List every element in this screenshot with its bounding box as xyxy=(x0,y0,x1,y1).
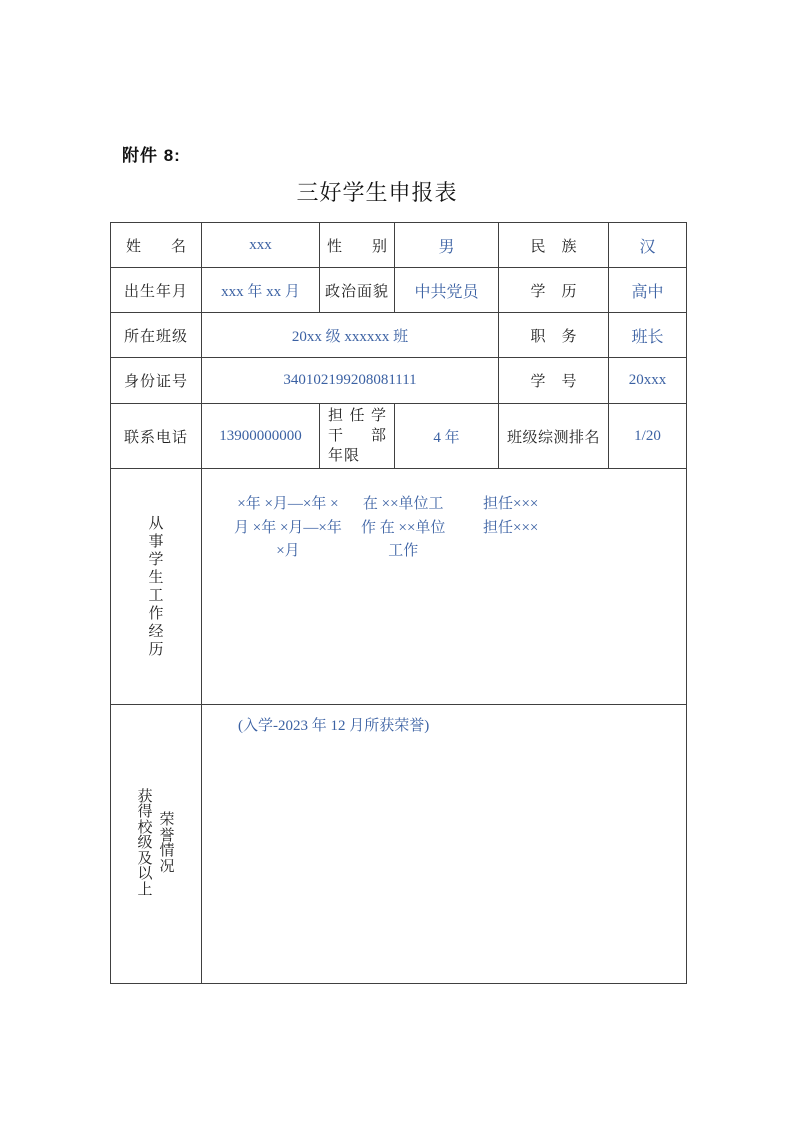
row-class-position xyxy=(111,313,687,358)
student-id-label: 学号 xyxy=(530,374,577,390)
gender-label-cell xyxy=(320,223,395,268)
phone-label-cell xyxy=(111,404,202,469)
experience-role-column: 担任××× 担任××× xyxy=(483,496,539,536)
id-number-value[interactable]: 340102199208081111 xyxy=(202,358,499,404)
experience-label: 从 事 学 生 工 作 经 历 xyxy=(148,515,164,658)
cadre-years-value[interactable]: 4 年 xyxy=(395,404,499,469)
row-birth-political-education xyxy=(111,268,687,313)
experience-label-cell xyxy=(111,469,202,705)
row-phone-cadre-rank xyxy=(111,404,687,469)
political-label-cell xyxy=(320,268,395,313)
class-label-cell xyxy=(111,313,202,358)
ethnicity-label-cell xyxy=(499,223,609,268)
student-id-label-cell xyxy=(499,358,609,404)
name-label: 姓名 xyxy=(126,238,186,255)
birth-label-cell xyxy=(111,268,202,313)
id-number-label-cell xyxy=(111,358,202,404)
phone-label: 联系电话 xyxy=(123,429,188,446)
row-name-gender-ethnicity xyxy=(111,223,687,268)
education-label: 学历 xyxy=(530,283,577,300)
row-id-studentid xyxy=(111,358,687,404)
cadre-years-label: 担任学 干部 年限 xyxy=(328,408,386,464)
gender-value[interactable]: 男 xyxy=(395,223,499,268)
class-value[interactable]: 20xx 级 xxxxxx 班 xyxy=(202,313,499,358)
birth-label: 出生年月 xyxy=(123,283,188,300)
gender-label: 性别 xyxy=(327,238,387,255)
political-label: 政治面貌 xyxy=(324,283,389,300)
education-label-cell xyxy=(499,268,609,313)
position-label: 职务 xyxy=(530,328,577,345)
political-value[interactable]: 中共党员 xyxy=(395,268,499,313)
experience-dates-column: ×年 ×月—×年 × 月 ×年 ×月—×年 ×月 xyxy=(234,496,342,559)
position-label-cell xyxy=(499,313,609,358)
application-form-table xyxy=(110,222,687,984)
student-id-value[interactable]: 20xxx xyxy=(609,358,687,404)
ethnicity-value[interactable]: 汉 xyxy=(609,223,687,268)
class-rank-label-cell xyxy=(499,404,609,469)
attachment-label: 附件 8: xyxy=(122,146,181,165)
honors-content-cell[interactable] xyxy=(202,705,687,984)
class-rank-value[interactable]: 1/20 xyxy=(609,404,687,469)
row-experience xyxy=(111,469,687,705)
ethnicity-label: 民族 xyxy=(530,238,577,255)
honors-label-cell xyxy=(111,705,202,984)
honors-placeholder-note: (入学-2023 年 12 月所获荣誉) xyxy=(238,718,430,734)
honors-label: 获 得 校 级 及 以 上 荣 誉 情 况 xyxy=(137,788,175,898)
phone-value[interactable]: 13900000000 xyxy=(202,404,320,469)
class-label: 所在班级 xyxy=(123,328,188,345)
experience-content-cell[interactable] xyxy=(202,469,687,705)
row-honors xyxy=(111,705,687,984)
name-value[interactable]: xxx xyxy=(202,223,320,268)
class-rank-label: 班级综测排名 xyxy=(506,429,600,446)
cadre-years-label-cell xyxy=(320,404,395,469)
birth-value[interactable]: xxx 年 xx 月 xyxy=(202,268,320,313)
education-value[interactable]: 高中 xyxy=(609,268,687,313)
name-label-cell xyxy=(111,223,202,268)
position-value[interactable]: 班长 xyxy=(609,313,687,358)
form-title: 三好学生申报表 xyxy=(296,180,458,205)
id-number-label: 身份证号 xyxy=(123,374,188,390)
experience-unit-column: 在 ××单位工 作 在 ××单位 工作 xyxy=(361,496,446,559)
